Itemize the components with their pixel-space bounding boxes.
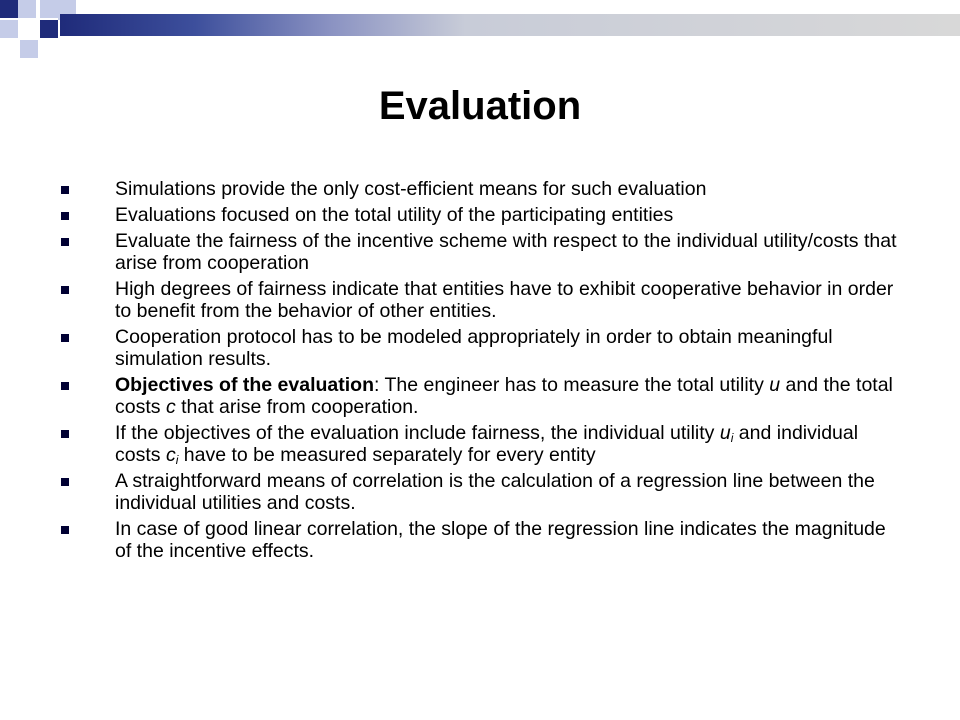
variable-u: u: [719, 422, 731, 444]
list-item: [50, 422, 900, 466]
bullet-text: Evaluations focused on the total utility of the participating entities: [115, 204, 674, 226]
deco-band: [60, 14, 960, 36]
bullet-list: [50, 178, 900, 566]
bullet-square-icon: [61, 238, 69, 246]
list-item: [50, 326, 900, 370]
bullet-square-icon: [61, 478, 69, 486]
bullet-text: A straightforward means of correlation is the calculation of a regression line between the individual utilities and costs.: [115, 470, 875, 514]
deco-square: [40, 0, 58, 18]
deco-square: [20, 40, 38, 58]
deco-square: [20, 20, 38, 38]
bullet-square-icon: [61, 286, 69, 294]
deco-square: [18, 0, 36, 18]
bullet-square-icon: [61, 212, 69, 220]
list-item: [50, 470, 900, 514]
bullet-text: Objectives of the evaluation: The engineer has to measure the total utility u and the total costs c that arise from cooperation.: [115, 374, 893, 418]
subscript-i: i: [730, 431, 734, 445]
list-item: [50, 518, 900, 562]
bullet-text: If the objectives of the evaluation include fairness, the individual utility $u_i$ and individual costs $c_i$ have to be measured separately for every entity: [115, 422, 859, 467]
variable-u: u: [769, 374, 781, 396]
bullet-text: Cooperation protocol has to be modeled appropriately in order to obtain meaningful simulation results.: [115, 326, 833, 370]
bullet-square-icon: [61, 382, 69, 390]
bullet-text: Simulations provide the only cost-efficient means for such evaluation: [115, 178, 707, 200]
deco-square: [0, 0, 18, 18]
deco-square: [40, 20, 58, 38]
bullet-square-icon: [61, 186, 69, 194]
list-item: [50, 278, 900, 322]
list-item: [50, 374, 900, 418]
list-item: [50, 230, 900, 274]
bullet-square-icon: [61, 526, 69, 534]
deco-square: [0, 20, 18, 38]
bullet-square-icon: [61, 334, 69, 342]
bullet-text: High degrees of fairness indicate that entities have to exhibit cooperative behavior in order to benefit from the behavior of other entities.: [115, 278, 894, 322]
bullet-text: In case of good linear correlation, the slope of the regression line indicates the magnitude of the incentive effects.: [115, 518, 886, 562]
subscript-i: i: [175, 453, 179, 467]
variable-c: c: [165, 396, 176, 418]
list-item: [50, 178, 900, 200]
slide-title: Evaluation: [378, 84, 582, 128]
bullet-square-icon: [61, 430, 69, 438]
bullet-text: Evaluate the fairness of the incentive scheme with respect to the individual utility/costs that arise from cooperation: [115, 230, 897, 274]
list-item: [50, 204, 900, 226]
bullet-bold-lead: Objectives of the evaluation: [115, 374, 374, 396]
variable-c: c: [165, 444, 176, 466]
